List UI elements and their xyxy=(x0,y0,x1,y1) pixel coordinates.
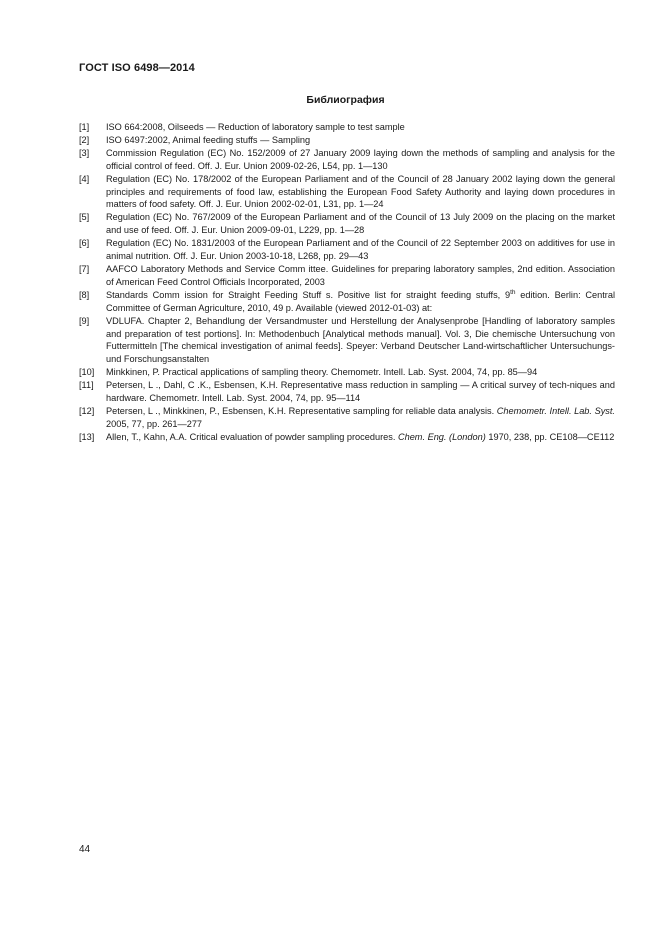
bibliography-entry-text-part: ISO 664:2008, Oilseeds — Reduction of laboratory sample to test sample xyxy=(106,122,405,132)
bibliography-entry-number: [1] xyxy=(79,122,90,132)
bibliography-entry-text xyxy=(106,211,615,237)
bibliography-entry-number: [3] xyxy=(79,147,90,158)
bibliography-entry-text-part: VDLUFA. Chapter 2, Behandlung der Versandmuster und Herstellung der Analysenprobe [Handling of laboratory samples and preparation of test portions]. In: Methodenbuch [Analytical methods manual]. Vol. 3, Die chemische Untersuchung von Futtermitteln [The chemical investigation of animal feeds]. Speyer: Verband Deutscher Land-wirtschaftlicher Untersuchungs- und Forschungsanstalten xyxy=(106,315,615,365)
bibliography-entry-number: [11] xyxy=(79,380,94,391)
bibliography-entry-number: [8] xyxy=(79,289,90,300)
bibliography-entry-text-part: Petersen, L ., Minkkinen, P., Esbensen, K.H. Representative sampling for reliable data analysis. xyxy=(106,405,497,416)
bibliography-entry-text-part: Regulation (EC) No. 1831/2003 of the European Parliament and of the Council of 22 September 2003 on additives for use in animal nutrition. Off. J. Eur. Union 2003-10-18, L268, pp. 29—43 xyxy=(106,238,615,262)
bibliography-entry-text xyxy=(106,289,615,315)
bibliography-entry-text xyxy=(106,134,615,147)
bibliography-entry xyxy=(79,237,615,263)
bibliography-entry xyxy=(79,289,615,315)
bibliography-entry-text-part: 1970, 238, pp. CE108—CE112 xyxy=(485,431,615,442)
bibliography-entry xyxy=(79,379,615,405)
bibliography-entry xyxy=(79,263,615,289)
bibliography-entry xyxy=(79,173,615,212)
bibliography-entry xyxy=(79,121,615,134)
bibliography-entry-text xyxy=(106,315,615,367)
bibliography-entry-text xyxy=(106,263,615,289)
bibliography-entry-text xyxy=(106,237,615,263)
bibliography-entry-text-part: Standards Comm ission for Straight Feeding Stuff s. Positive list for straight feeding stuffs, 9 xyxy=(106,289,511,300)
bibliography-entry-text xyxy=(106,405,615,431)
bibliography-entry-number: [4] xyxy=(79,173,90,184)
bibliography-entry-number: [5] xyxy=(79,212,90,223)
bibliography-entry-number: [6] xyxy=(79,238,90,249)
bibliography-entry-text-part: Regulation (EC) No. 767/2009 of the European Parliament and of the Council of 13 July 2009 on the placing on the market and use of feed. Off. J. Eur. Union 2009-09-01, L229, pp. 1—28 xyxy=(106,212,615,236)
bibliography-entry xyxy=(79,134,615,147)
bibliography-entry-text xyxy=(106,147,615,173)
bibliography-entry-number: [10] xyxy=(79,367,95,378)
bibliography-entry xyxy=(79,405,615,431)
bibliography-entry-text-part: Petersen, L ., Dahl, C .K., Esbensen, K.H. Representative mass reduction in sampling — A critical survey of tech-niques and hardware. Chemometr. Intell. Lab. Syst. 2004, 74, pp. 95—114 xyxy=(106,380,615,404)
bibliography-entry-text xyxy=(106,173,615,212)
bibliography-entry-text-part: AAFCO Laboratory Methods and Service Comm ittee. Guidelines for preparing laboratory samples, 2nd edition. Association of American Feed Control Officials Incorporated, 2003 xyxy=(106,263,615,287)
bibliography-entry-text-part: Chemometr. Intell. Lab. Syst. xyxy=(496,405,615,416)
document-header: ГОСТ ISO 6498—2014 xyxy=(79,62,195,74)
section-title: Библиография xyxy=(306,94,385,106)
bibliography-list xyxy=(79,121,615,444)
page-number: 44 xyxy=(79,844,91,855)
bibliography-entry-number: [9] xyxy=(79,315,90,326)
bibliography-entry-text-part: th xyxy=(510,288,516,296)
bibliography-entry xyxy=(79,366,615,379)
bibliography-entry-text-part: edition. Berlin: Central Committee of German Agriculture, 2010, 49 p. Available (viewed 2012-01-03) at: xyxy=(106,289,615,313)
bibliography-entry-number: [13] xyxy=(79,431,95,442)
bibliography-entry xyxy=(79,147,615,173)
bibliography-entry xyxy=(79,431,615,444)
bibliography-entry xyxy=(79,315,615,367)
bibliography-entry-text xyxy=(106,366,615,379)
bibliography-entry-text xyxy=(106,121,615,134)
bibliography-entry xyxy=(79,211,615,237)
bibliography-entry-text xyxy=(106,431,615,444)
bibliography-entry-number: [2] xyxy=(79,134,90,145)
bibliography-entry-text-part: Commission Regulation (EC) No. 152/2009 of 27 January 2009 laying down the methods of sampling and analysis for the official control of feed. Off. J. Eur. Union 2009-02-26, L54, pp. 1—130 xyxy=(106,147,615,171)
bibliography-entry-text xyxy=(106,379,615,405)
bibliography-entry-number: [12] xyxy=(79,405,95,416)
bibliography-entry-text-part: Allen, T., Kahn, A.A. Critical evaluation of powder sampling procedures. xyxy=(106,431,398,442)
bibliography-entry-text-part: ISO 6497:2002, Animal feeding stuffs — Sampling xyxy=(106,134,311,145)
bibliography-entry-number: [7] xyxy=(79,263,90,274)
bibliography-entry-text-part: Regulation (EC) No. 178/2002 of the European Parliament and of the Council of 28 January 2002 laying down the general principles and requirements of food law, establishing the European Food Safety Authority and laying down procedures in matters of food safety. Off. J. Eur. Union 2002-02-01, L31, pp. 1—24 xyxy=(106,173,615,210)
bibliography-entry-text-part: 2005, 77, pp. 261—277 xyxy=(106,418,203,429)
bibliography-entry-text-part: Minkkinen, P. Practical applications of sampling theory. Chemometr. Intell. Lab. Syst. 2004, 74, pp. 85—94 xyxy=(106,367,538,378)
bibliography-entry-text-part: Chem. Eng. (London) xyxy=(397,431,486,442)
